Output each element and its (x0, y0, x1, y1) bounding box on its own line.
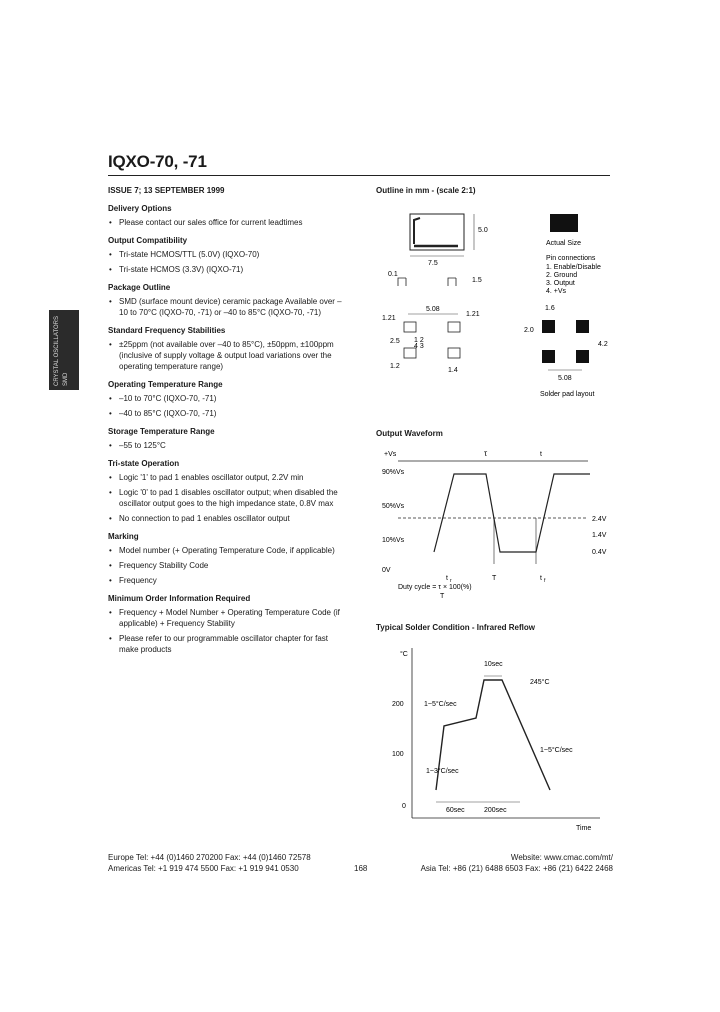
pin-connections-title: Pin connections (546, 255, 596, 262)
label-tau: τ (484, 449, 488, 458)
spec-bullet: • Tri-state HCMOS (3.3V) (IQXO-71) (108, 264, 348, 275)
dim-pitch: 5.08 (426, 306, 440, 313)
spec-bullet: • ±25ppm (not available over –40 to 85°C), ±50ppm, ±100ppm (inclusive of supply voltage & output load variations over the operating temperature range) (108, 339, 348, 372)
waveform-title: Output Waveform (376, 429, 443, 438)
section-heading: Minimum Order Information Required (108, 594, 251, 603)
label-tf-sub: f (544, 578, 546, 584)
side-tab-text (53, 316, 71, 386)
y-tick-200: 200 (392, 701, 404, 708)
section-heading: Standard Frequency Stabilities (108, 326, 226, 335)
spec-bullet: • Tri-state HCMOS/TTL (5.0V) (IQXO-70) (108, 249, 348, 260)
dim-edge-right: 1.21 (466, 311, 480, 318)
dim-pad-width: 1.2 (390, 363, 400, 370)
label-0v: 0V (382, 567, 391, 574)
footer-website: Website: www.cmac.com/mt/ (510, 853, 613, 862)
solder-dim-2: 2.0 (524, 327, 534, 334)
pad-outline-1 (404, 322, 416, 332)
label-10sec: 10sec (484, 661, 503, 668)
spec-bullet: • –40 to 85°C (IQXO-70, -71) (108, 408, 348, 419)
solder-pad-2 (576, 320, 589, 333)
label-ramp-3: 1~5°C/sec (540, 747, 573, 754)
section-heading: Marking (108, 532, 139, 541)
side-tab-line2: SMD (63, 372, 69, 386)
reflow-title: Typical Solder Condition - Infrared Reflow (376, 623, 535, 632)
page-footer (108, 852, 613, 874)
label-period: T (492, 575, 497, 582)
side-profile-left (398, 278, 406, 286)
spec-bullet: • Logic '1' to pad 1 enables oscillator output, 2.2V min (108, 472, 348, 483)
duty-cycle-denominator: T (440, 593, 445, 600)
pin-3: 3. Output (546, 280, 575, 287)
spec-bullet: • Frequency + Model Number + Operating Temperature Code (if applicable) + Frequency Stability (108, 607, 348, 629)
waveform-trace (434, 474, 590, 552)
y-tick-0: 0 (402, 803, 406, 810)
label-vs: +Vs (384, 451, 397, 458)
label-0-4v: 0.4V (592, 549, 607, 556)
label-peak-temp: 245°C (530, 679, 550, 686)
footer-europe: Europe Tel: +44 (0)1460 270200 Fax: +44 (0)1460 72578 (108, 853, 311, 862)
dim-t2: 1.5 (472, 277, 482, 284)
spec-bullet: • SMD (surface mount device) ceramic package Available over –10 to 70°C (IQXO-70, -71) or –40 to 85°C (IQXO-70, -71) (108, 296, 348, 318)
label-tf-top: t (540, 451, 542, 458)
solder-dim-1: 1.6 (545, 305, 555, 312)
solder-pad-3 (576, 350, 589, 363)
spec-bullet: • Frequency Stability Code (108, 560, 348, 571)
section-heading: Storage Temperature Range (108, 427, 215, 436)
section-heading: Operating Temperature Range (108, 380, 223, 389)
outline-drawing (370, 198, 615, 413)
label-ramp-1: 1~5°C/sec (424, 701, 457, 708)
label-60sec: 60sec (446, 807, 465, 814)
solder-dim-3: 4.2 (598, 341, 608, 348)
section-heading: Package Outline (108, 283, 171, 292)
side-tab (49, 310, 79, 390)
pin-2: 2. Ground (546, 272, 578, 279)
side-tab-line1: CRYSTAL OSCILLATORS (54, 315, 60, 386)
page-title: IQXO-70, -71 (108, 152, 207, 171)
solder-pad-layout-title: Solder pad layout (540, 391, 595, 398)
pad-outline-2 (448, 322, 460, 332)
pin-4: 4. +Vs (546, 288, 567, 295)
section-heading: Output Compatibility (108, 236, 188, 245)
pad-numbers-top: 1 2 (414, 337, 424, 344)
spec-sections (108, 203, 348, 655)
dim-edge-left: 1.21 (382, 315, 396, 322)
solder-dim-4: 5.08 (558, 375, 572, 382)
dim-height: 5.0 (478, 227, 488, 234)
reflow-profile-chart (380, 640, 610, 835)
issue-line: ISSUE 7; 13 SEPTEMBER 1999 (108, 186, 225, 195)
y-unit: °C (400, 651, 408, 658)
x-axis-label: Time (576, 825, 592, 832)
dim-pad-height: 2.5 (390, 338, 400, 345)
outline-title: Outline in mm - (scale 2:1) (376, 186, 476, 195)
dim-pad-width-2: 1.4 (448, 367, 458, 374)
solder-pad-4 (542, 350, 555, 363)
pad-numbers-bottom: 4 3 (414, 343, 424, 350)
actual-size-label: Actual Size (546, 240, 582, 247)
footer-americas: Americas Tel: +1 919 474 5500 Fax: +1 919 941 0530 (108, 864, 299, 873)
section-heading: Delivery Options (108, 204, 172, 213)
section-heading: Tri-state Operation (108, 459, 180, 468)
label-ramp-2: 1~3°C/sec (426, 768, 459, 775)
label-tf: t (540, 575, 542, 582)
title-rule (108, 175, 610, 176)
spec-bullet: • Please contact our sales office for current leadtimes (108, 217, 348, 228)
label-2-4v: 2.4V (592, 516, 607, 523)
actual-size-package (550, 214, 578, 232)
pad-outline-3 (448, 348, 460, 358)
label-10pct: 10%Vs (382, 537, 405, 544)
label-200sec: 200sec (484, 807, 507, 814)
dim-t1: 0.1 (388, 271, 398, 278)
dim-width: 7.5 (428, 260, 438, 267)
label-50pct: 50%Vs (382, 503, 405, 510)
specifications-column (108, 185, 348, 659)
spec-bullet: • No connection to pad 1 enables oscillator output (108, 513, 348, 524)
pin-1: 1. Enable/Disable (546, 264, 601, 271)
spec-bullet: • –55 to 125°C (108, 440, 348, 451)
duty-cycle-formula: Duty cycle = τ × 100(%) (398, 584, 472, 591)
package-top-view (410, 214, 464, 250)
side-profile-right (448, 278, 456, 286)
spec-bullet: • –10 to 70°C (IQXO-70, -71) (108, 393, 348, 404)
label-tr: t (446, 575, 448, 582)
y-tick-100: 100 (392, 751, 404, 758)
spec-bullet: • Model number (+ Operating Temperature Code, if applicable) (108, 545, 348, 556)
page-number: 168 (354, 864, 368, 873)
solder-pad-1 (542, 320, 555, 333)
spec-bullet: • Please refer to our programmable oscillator chapter for fast make products (108, 633, 348, 655)
footer-asia: Asia Tel: +86 (21) 6488 6503 Fax: +86 (21) 6422 2468 (420, 864, 613, 873)
label-tr-sub: r (450, 578, 452, 584)
label-1-4v: 1.4V (592, 532, 607, 539)
spec-bullet: • Frequency (108, 575, 348, 586)
spec-bullet: • Logic '0' to pad 1 disables oscillator output; when disabled the oscillator output goes to the high impedance state, 0.8V max (108, 487, 348, 509)
output-waveform (368, 444, 613, 604)
label-90pct: 90%Vs (382, 469, 405, 476)
